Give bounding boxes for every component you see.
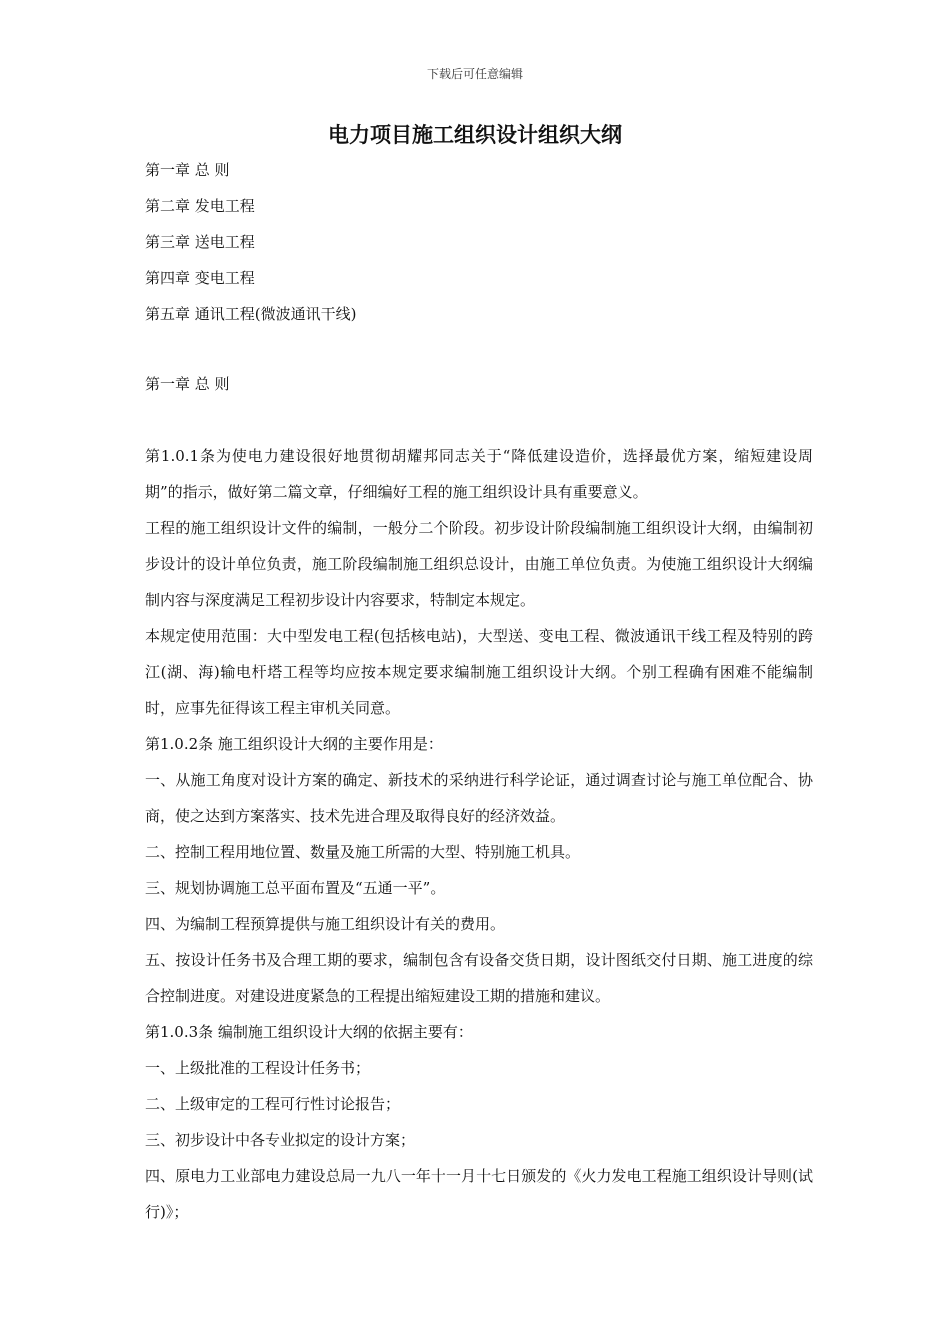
paragraph-article-1-0-3: 第1.0.3条 编制施工组织设计大纲的依据主要有：	[145, 1023, 473, 1041]
document-title: 电力项目施工组织设计组织大纲	[328, 123, 622, 147]
header-note: 下载后可任意编辑	[426, 67, 523, 81]
list-item: 三、初步设计中各专业拟定的设计方案；	[145, 1131, 416, 1149]
list-item: 一、从施工角度对设计方案的确定、新技术的采纳进行科学论证，通过调查讨论与施工单位配合、协商，使之达到方案落实、技术先进合理及取得良好的经济效益。	[145, 771, 813, 825]
toc-item-chapter-4: 第四章 变电工程	[145, 269, 255, 287]
chapter-heading: 第一章 总 则	[145, 375, 230, 393]
toc-item-chapter-1: 第一章 总 则	[145, 161, 230, 179]
toc-item-chapter-5: 第五章 通讯工程(微波通讯干线)	[145, 305, 357, 323]
list-item: 二、控制工程用地位置、数量及施工所需的大型、特别施工机具。	[145, 843, 581, 861]
list-item: 二、上级审定的工程可行性讨论报告；	[145, 1095, 401, 1113]
list-item: 四、为编制工程预算提供与施工组织设计有关的费用。	[145, 915, 506, 933]
body-text	[145, 438, 813, 1230]
toc-item-chapter-2: 第二章 发电工程	[145, 197, 255, 215]
list-item: 五、按设计任务书及合理工期的要求，编制包含有设备交货日期，设计图纸交付日期、施工进度的综合控制进度。对建设进度紧急的工程提出缩短建设工期的措施和建议。	[145, 951, 813, 1005]
paragraph: 工程的施工组织设计文件的编制，一般分二个阶段。初步设计阶段编制施工组织设计大纲，由编制初步设计的设计单位负责，施工阶段编制施工组织总设计，由施工单位负责。为使施工组织设计大纲编制内容与深度满足工程初步设计内容要求，特制定本规定。	[145, 519, 813, 609]
paragraph-article-1-0-2: 第1.0.2条 施工组织设计大纲的主要作用是：	[145, 735, 443, 753]
list-item: 一、上级批准的工程设计任务书；	[145, 1059, 371, 1077]
paragraph: 本规定使用范围：大中型发电工程(包括核电站)，大型送、变电工程、微波通讯干线工程及特别的跨江(湖、海)输电杆塔工程等均应按本规定要求编制施工组织设计大纲。个别工程确有困难不能编制时，应事先征得该工程主审机关同意。	[145, 627, 813, 717]
list-item: 三、规划协调施工总平面布置及“五通一平”。	[145, 879, 446, 897]
table-of-contents	[145, 152, 825, 332]
list-item: 四、原电力工业部电力建设总局一九八一年十一月十七日颁发的《火力发电工程施工组织设计导则(试行)》；	[145, 1167, 813, 1221]
paragraph-article-1-0-1: 第1.0.1条为使电力建设很好地贯彻胡耀邦同志关于“降低建设造价，选择最优方案，缩短建设周期”的指示，做好第二篇文章，仔细编好工程的施工组织设计具有重要意义。	[145, 447, 813, 501]
toc-item-chapter-3: 第三章 送电工程	[145, 233, 255, 251]
